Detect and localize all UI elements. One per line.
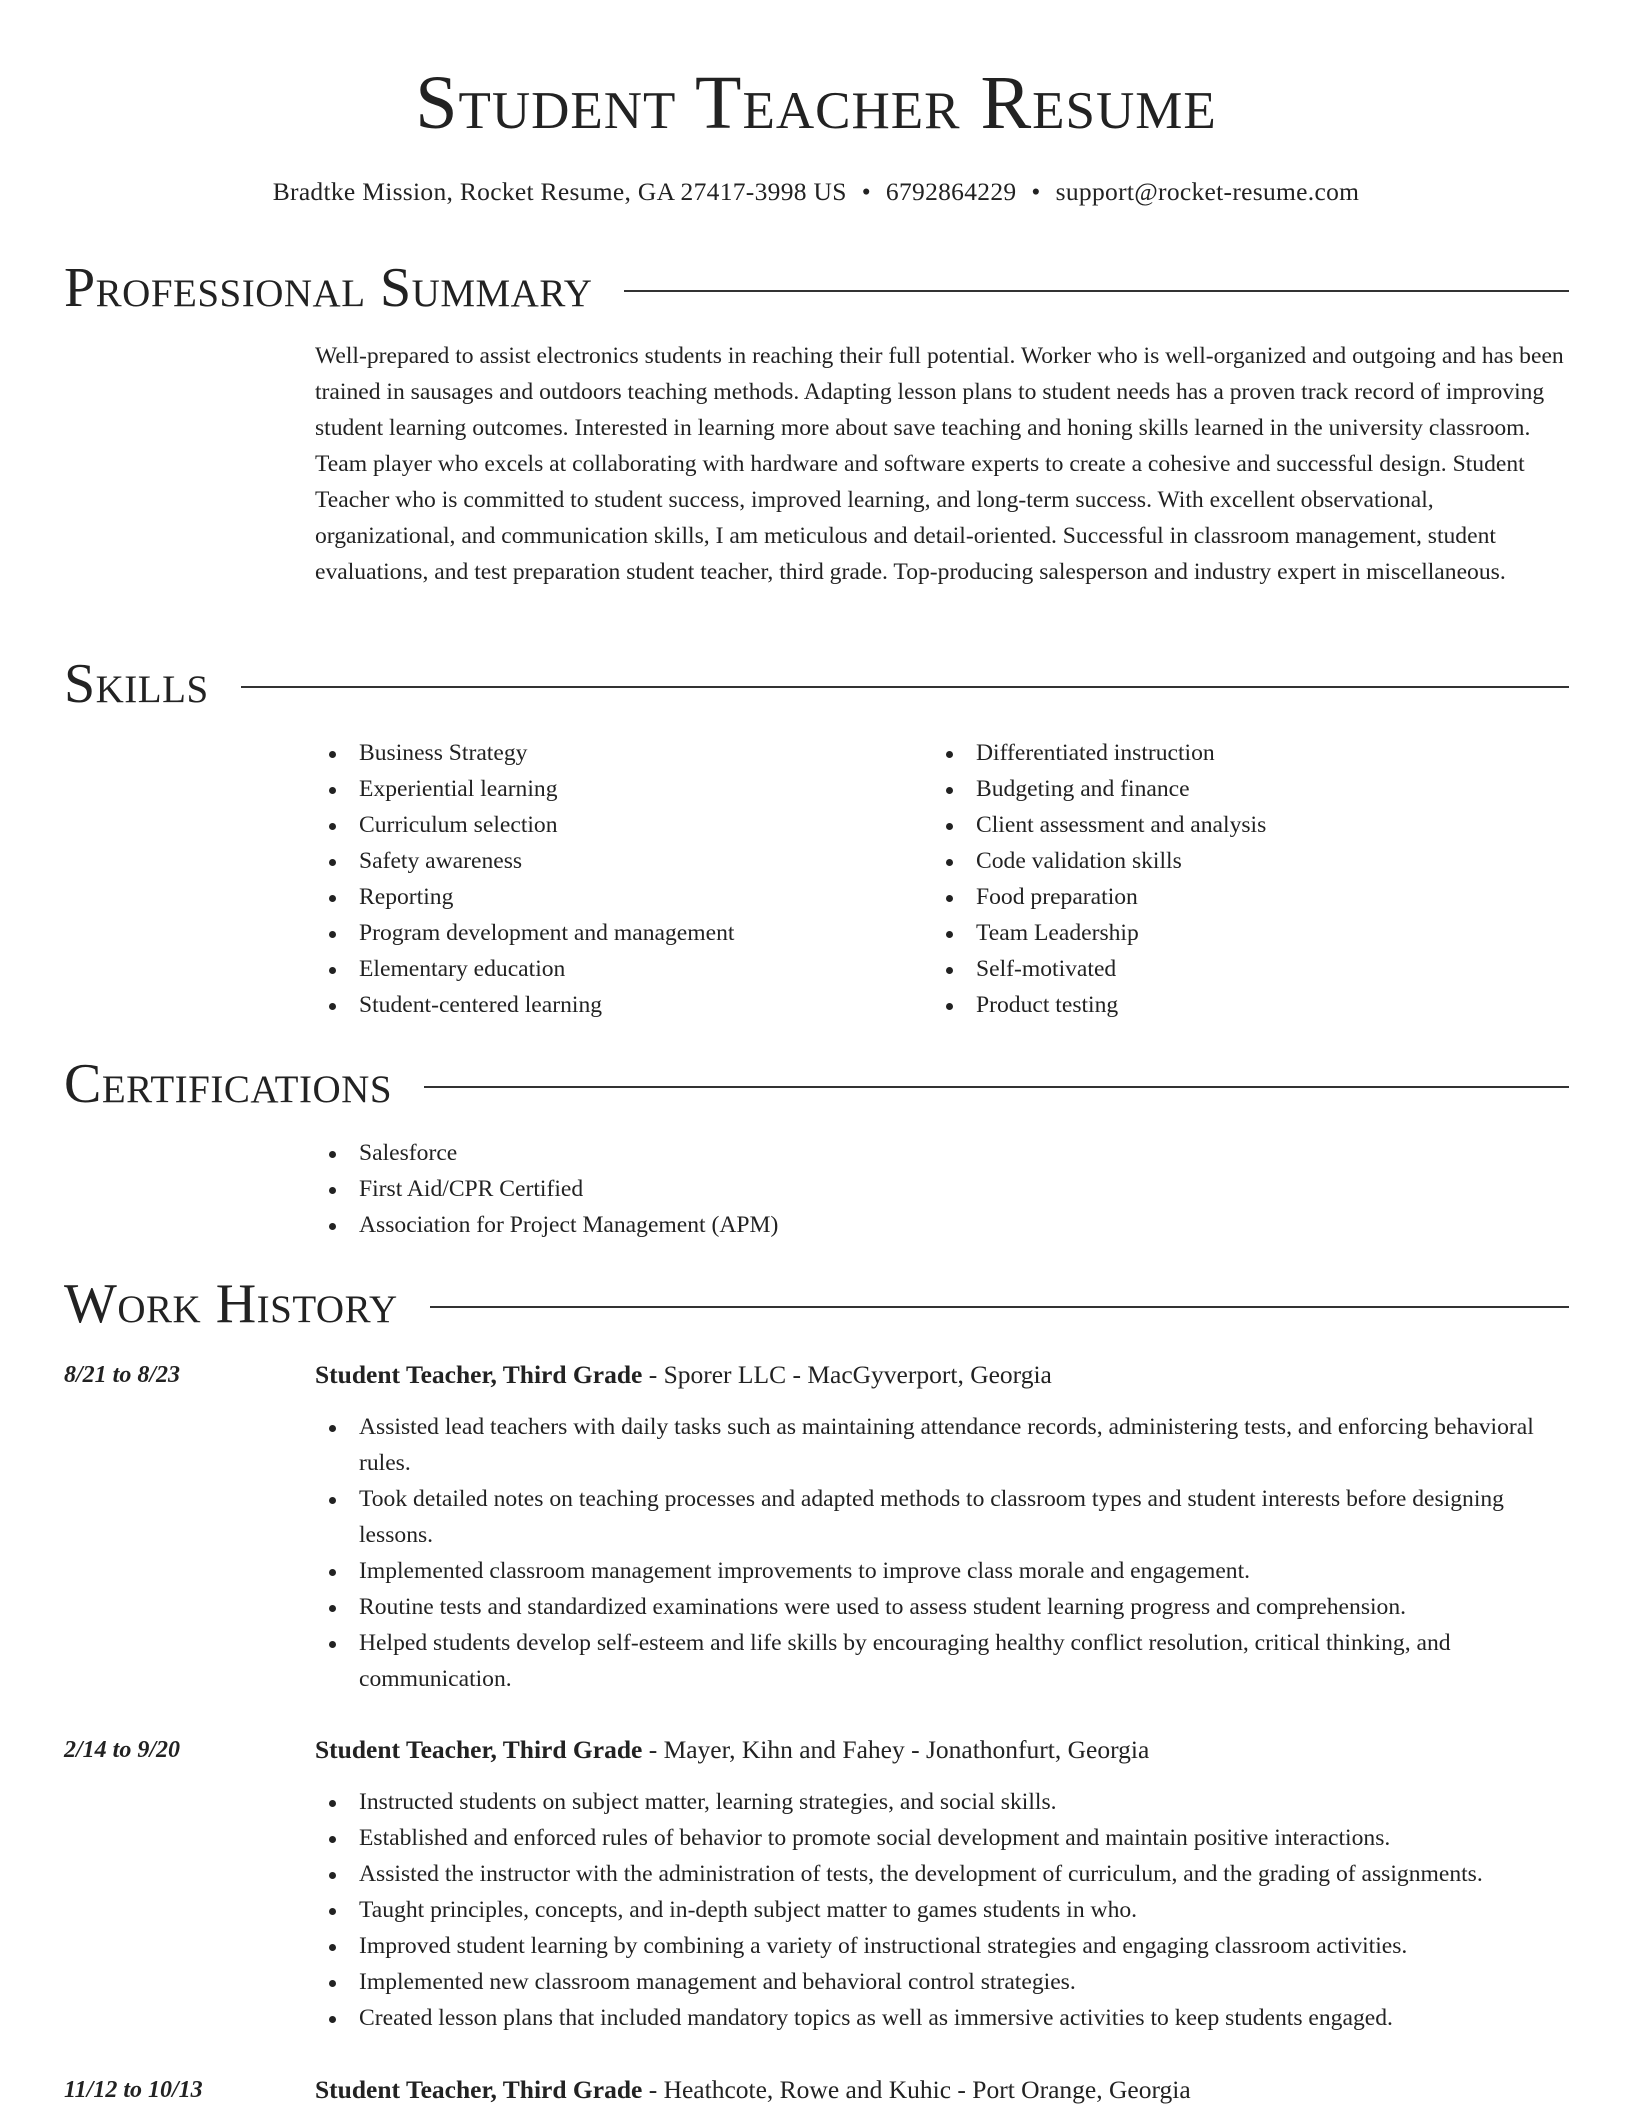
summary-text: Well-prepared to assist electronics students in reaching their full potential. Worker who is well-organized and outgoing and has been trained in sausages and outdoors teaching methods. Adapting lesson plans to student needs has a proven track record of improving student learning outcomes. Interested in learning more about save teaching and honing skills learned in the university classroom. Team player who excels at collaborating with hardware and software experts to create a cohesive and successful design. Student Teacher who is committed to student success, improved learning, and long-term success. With excellent observational, organizational, and communication skills, I am meticulous and detail-oriented. Successful in classroom management, student evaluations, and test preparation student teacher, third grade. Top-producing salesperson and industry expert in miscellaneous. <box>315 343 1564 585</box>
certification-item: Association for Project Management (APM) <box>315 1207 1570 1243</box>
section-title-certifications: Certifications <box>64 1053 393 1115</box>
skill-item: Reporting <box>315 879 915 915</box>
skill-item: Team Leadership <box>932 915 1552 951</box>
skill-item: Budgeting and finance <box>932 771 1552 807</box>
job-employer: - Sporer LLC - MacGyverport, Georgia <box>642 1360 1052 1389</box>
section-rule <box>241 686 1569 688</box>
skill-item: Safety awareness <box>315 843 915 879</box>
job-employer: - Mayer, Kihn and Fahey - Jonathonfurt, Georgia <box>642 1735 1150 1764</box>
skill-item: Code validation skills <box>932 843 1552 879</box>
certification-item: First Aid/CPR Certified <box>315 1171 1570 1207</box>
job-heading <box>315 2072 1191 2108</box>
certification-item: Salesforce <box>315 1135 1570 1171</box>
contact-email: support@rocket-resume.com <box>1055 177 1360 206</box>
job-role: Student Teacher, Third Grade <box>315 1360 643 1389</box>
job-duty: Improved student learning by combining a variety of instructional strategies and engaging classroom activities. <box>315 1928 1570 1964</box>
job-duty: Implemented new classroom management and behavioral control strategies. <box>315 1964 1570 2000</box>
job-duty: Created lesson plans that included mandatory topics as well as immersive activities to keep students engaged. <box>315 2000 1570 2036</box>
section-rule <box>430 1306 1569 1308</box>
skill-item: Self-motivated <box>932 951 1552 987</box>
contact-phone: 6792864229 <box>885 177 1017 206</box>
skill-item: Experiential learning <box>315 771 915 807</box>
job-duty: Implemented classroom management improvements to improve class morale and engagement. <box>315 1553 1570 1589</box>
skills-list-left <box>315 735 915 1023</box>
job-duty: Helped students develop self-esteem and life skills by encouraging healthy conflict resolution, critical thinking, and communication. <box>315 1625 1570 1697</box>
contact-separator: • <box>861 177 871 206</box>
section-header-certifications <box>64 1052 1569 1116</box>
job-duty: Took detailed notes on teaching processes and adapted methods to classroom types and student interests before designing lessons. <box>315 1481 1570 1553</box>
section-title-work-history: Work History <box>64 1273 398 1335</box>
skill-item: Client assessment and analysis <box>932 807 1552 843</box>
skill-item: Product testing <box>932 987 1552 1023</box>
skill-item: Business Strategy <box>315 735 915 771</box>
skill-item: Differentiated instruction <box>932 735 1552 771</box>
contact-line <box>0 174 1632 210</box>
job-heading <box>315 1357 1052 1393</box>
job-employer: - Heathcote, Rowe and Kuhic - Port Orange, Georgia <box>642 2075 1191 2104</box>
resume-title: Student Teacher Resume <box>415 61 1217 145</box>
job-duty: Assisted lead teachers with daily tasks such as maintaining attendance records, administering tests, and enforcing behavioral rules. <box>315 1409 1570 1481</box>
job-duty: Assisted the instructor with the administration of tests, the development of curriculum, and the grading of assignments. <box>315 1856 1570 1892</box>
job-dates: 8/21 to 8/23 <box>64 1362 181 1388</box>
certifications-list <box>315 1135 1570 1243</box>
section-title-summary: Professional Summary <box>64 257 593 319</box>
job-dates: 11/12 to 10/13 <box>64 2077 203 2103</box>
section-header-summary <box>64 256 1569 320</box>
job-duty: Taught principles, concepts, and in-depth subject matter to games students in who. <box>315 1892 1570 1928</box>
job-dates: 2/14 to 9/20 <box>64 1737 181 1763</box>
job-duty: Instructed students on subject matter, learning strategies, and social skills. <box>315 1784 1570 1820</box>
section-rule <box>424 1086 1569 1088</box>
skill-item: Student-centered learning <box>315 987 915 1023</box>
job-duty: Routine tests and standardized examinations were used to assess student learning progress and comprehension. <box>315 1589 1570 1625</box>
job-role: Student Teacher, Third Grade <box>315 2075 643 2104</box>
job-duties-list <box>315 1409 1570 1697</box>
skill-item: Elementary education <box>315 951 915 987</box>
skill-item: Program development and management <box>315 915 915 951</box>
contact-address: Bradtke Mission, Rocket Resume, GA 27417-3998 US <box>272 177 847 206</box>
contact-separator: • <box>1031 177 1041 206</box>
section-header-skills <box>64 652 1569 716</box>
job-duty: Established and enforced rules of behavior to promote social development and maintain positive interactions. <box>315 1820 1570 1856</box>
job-heading <box>315 1732 1149 1768</box>
job-role: Student Teacher, Third Grade <box>315 1735 643 1764</box>
skills-list-right <box>932 735 1552 1023</box>
job-duties-list <box>315 1784 1570 2036</box>
section-rule <box>624 290 1569 292</box>
skill-item: Food preparation <box>932 879 1552 915</box>
section-title-skills: Skills <box>64 653 209 715</box>
skill-item: Curriculum selection <box>315 807 915 843</box>
section-header-work-history <box>64 1272 1569 1336</box>
